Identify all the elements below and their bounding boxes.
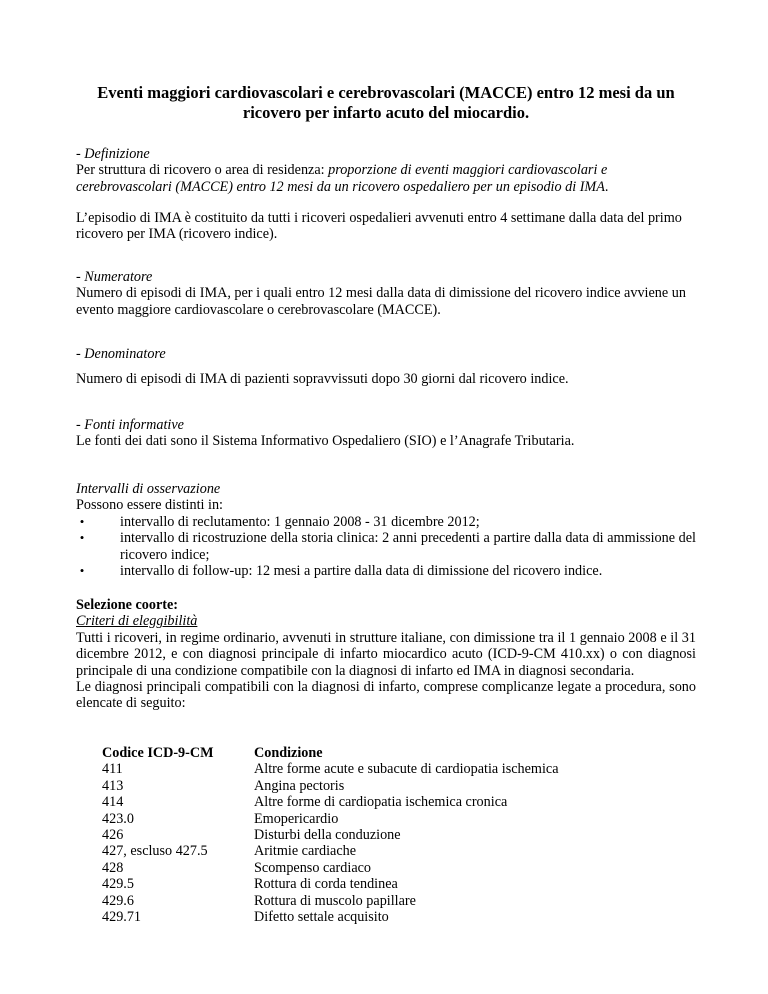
cell-code: 423.0 xyxy=(102,810,134,827)
cell-code: 427, escluso 427.5 xyxy=(102,843,208,860)
table-header xyxy=(102,745,662,761)
section-denominatore xyxy=(76,346,696,388)
icd-table xyxy=(102,745,662,925)
cell-condition: Rottura di muscolo papillare xyxy=(254,892,416,909)
cell-condition: Difetto settale acquisito xyxy=(254,908,389,925)
selezione-heading: Selezione coorte: xyxy=(76,597,179,613)
section-numeratore xyxy=(76,269,696,318)
cell-code: 428 xyxy=(102,859,124,876)
section-definizione xyxy=(76,146,696,195)
cell-condition: Disturbi della conduzione xyxy=(254,826,401,843)
cell-code: 429.5 xyxy=(102,876,134,893)
table-row xyxy=(102,827,662,843)
cell-condition: Scompenso cardiaco xyxy=(254,859,372,876)
cell-code: 413 xyxy=(102,777,124,794)
selezione-para2: Le diagnosi principali compatibili con la diagnosi di infarto, comprese complicanze legate a procedura, sono elencate di seguito: xyxy=(76,679,696,712)
fonti-text: Le fonti dei dati sono il Sistema Informativo Ospedaliero (SIO) e l’Anagrafe Tributaria. xyxy=(76,433,575,450)
numeratore-heading: - Numeratore xyxy=(76,269,153,285)
cell-condition: Angina pectoris xyxy=(254,777,345,794)
cell-code: 429.71 xyxy=(102,908,142,925)
definizione-heading: - Definizione xyxy=(76,146,150,162)
definizione-text xyxy=(76,162,696,195)
definizione-para2: L’episodio di IMA è costituito da tutti i ricoveri ospedalieri avvenuti entro 4 settimane dalla data del primo ricovero per IMA (ricovero indice). xyxy=(76,210,682,243)
cell-condition: Aritmie cardiache xyxy=(254,843,357,860)
list-item-text: intervallo di reclutamento: 1 gennaio 2008 - 31 dicembre 2012; xyxy=(120,513,480,530)
cell-condition: Rottura di corda tendinea xyxy=(254,876,398,893)
definizione-italic: proporzione di eventi maggiori cardiovascolari e cerebrovascolari (MACCE) entro 12 mesi da un ricovero ospedaliero per un episodio di IMA xyxy=(76,162,608,195)
cell-code: 411 xyxy=(102,761,123,778)
table-row xyxy=(102,909,662,925)
intervalli-heading: Intervalli di osservazione xyxy=(76,481,221,497)
definizione-end: . xyxy=(604,178,609,195)
cell-code: 414 xyxy=(102,794,124,811)
intervalli-intro: Possono essere distinti in: xyxy=(76,497,224,514)
list-item-text: intervallo di follow-up: 12 mesi a partire dalla data di dimissione del ricovero indice. xyxy=(120,563,603,580)
table-row xyxy=(102,778,662,794)
numeratore-text: Numero di episodi di IMA, per i quali entro 12 mesi dalla data di dimissione del ricovero indice avviene un evento maggiore cardiovascolare o cerebrovascolare (MACCE). xyxy=(76,285,686,318)
bullet-icon: • xyxy=(79,563,85,579)
table-row xyxy=(102,893,662,909)
selezione-para1: Tutti i ricoveri, in regime ordinario, avvenuti in strutture italiane, con dimissione tra il 1 gennaio 2008 e il 31 dicembre 2012, e con diagnosi principale di infarto miocardico acuto (ICD-9-CM 410.xx) o con diagnosi principale di una condizione compatibile con la diagnosi di infarto ed IMA in diagnosi secondaria. xyxy=(76,629,696,679)
table-row xyxy=(102,876,662,892)
table-row xyxy=(102,761,662,777)
section-selezione xyxy=(76,597,696,712)
section-intervalli xyxy=(76,481,696,579)
denominatore-text: Numero di episodi di IMA di pazienti sopravvissuti dopo 30 giorni dal ricovero indice. xyxy=(76,371,569,388)
selezione-subheading: Criteri di eleggibilità xyxy=(76,613,198,630)
cell-condition: Emopericardio xyxy=(254,810,339,827)
cell-condition: Altre forme di cardiopatia ischemica cronica xyxy=(254,794,508,811)
definizione-lead: Per struttura di ricovero o area di residenza: xyxy=(76,162,329,179)
denominatore-heading: - Denominatore xyxy=(76,346,166,362)
bullet-icon: • xyxy=(79,513,85,529)
list-item xyxy=(76,563,696,579)
header-codice: Codice ICD-9-CM xyxy=(102,745,214,761)
table-row xyxy=(102,860,662,876)
list-item-text: intervallo di ricostruzione della storia clinica: 2 anni precedenti a partire dalla data di ammissione del ricovero indice; xyxy=(120,530,696,563)
list-item xyxy=(76,530,696,563)
table-row xyxy=(102,843,662,859)
table-row xyxy=(102,811,662,827)
cell-code: 429.6 xyxy=(102,892,134,909)
cell-code: 426 xyxy=(102,826,124,843)
section-fonti xyxy=(76,417,696,450)
bullet-icon: • xyxy=(79,530,85,546)
intervalli-list xyxy=(76,514,696,580)
list-item xyxy=(76,514,696,530)
document-title: Eventi maggiori cardiovascolari e cerebrovascolari (MACCE) entro 12 mesi da un ricovero per infarto acuto del miocardio. xyxy=(97,83,675,122)
fonti-heading: - Fonti informative xyxy=(76,417,184,433)
table-row xyxy=(102,794,662,810)
header-condizione: Condizione xyxy=(254,745,323,761)
cell-condition: Altre forme acute e subacute di cardiopatia ischemica xyxy=(254,761,559,778)
